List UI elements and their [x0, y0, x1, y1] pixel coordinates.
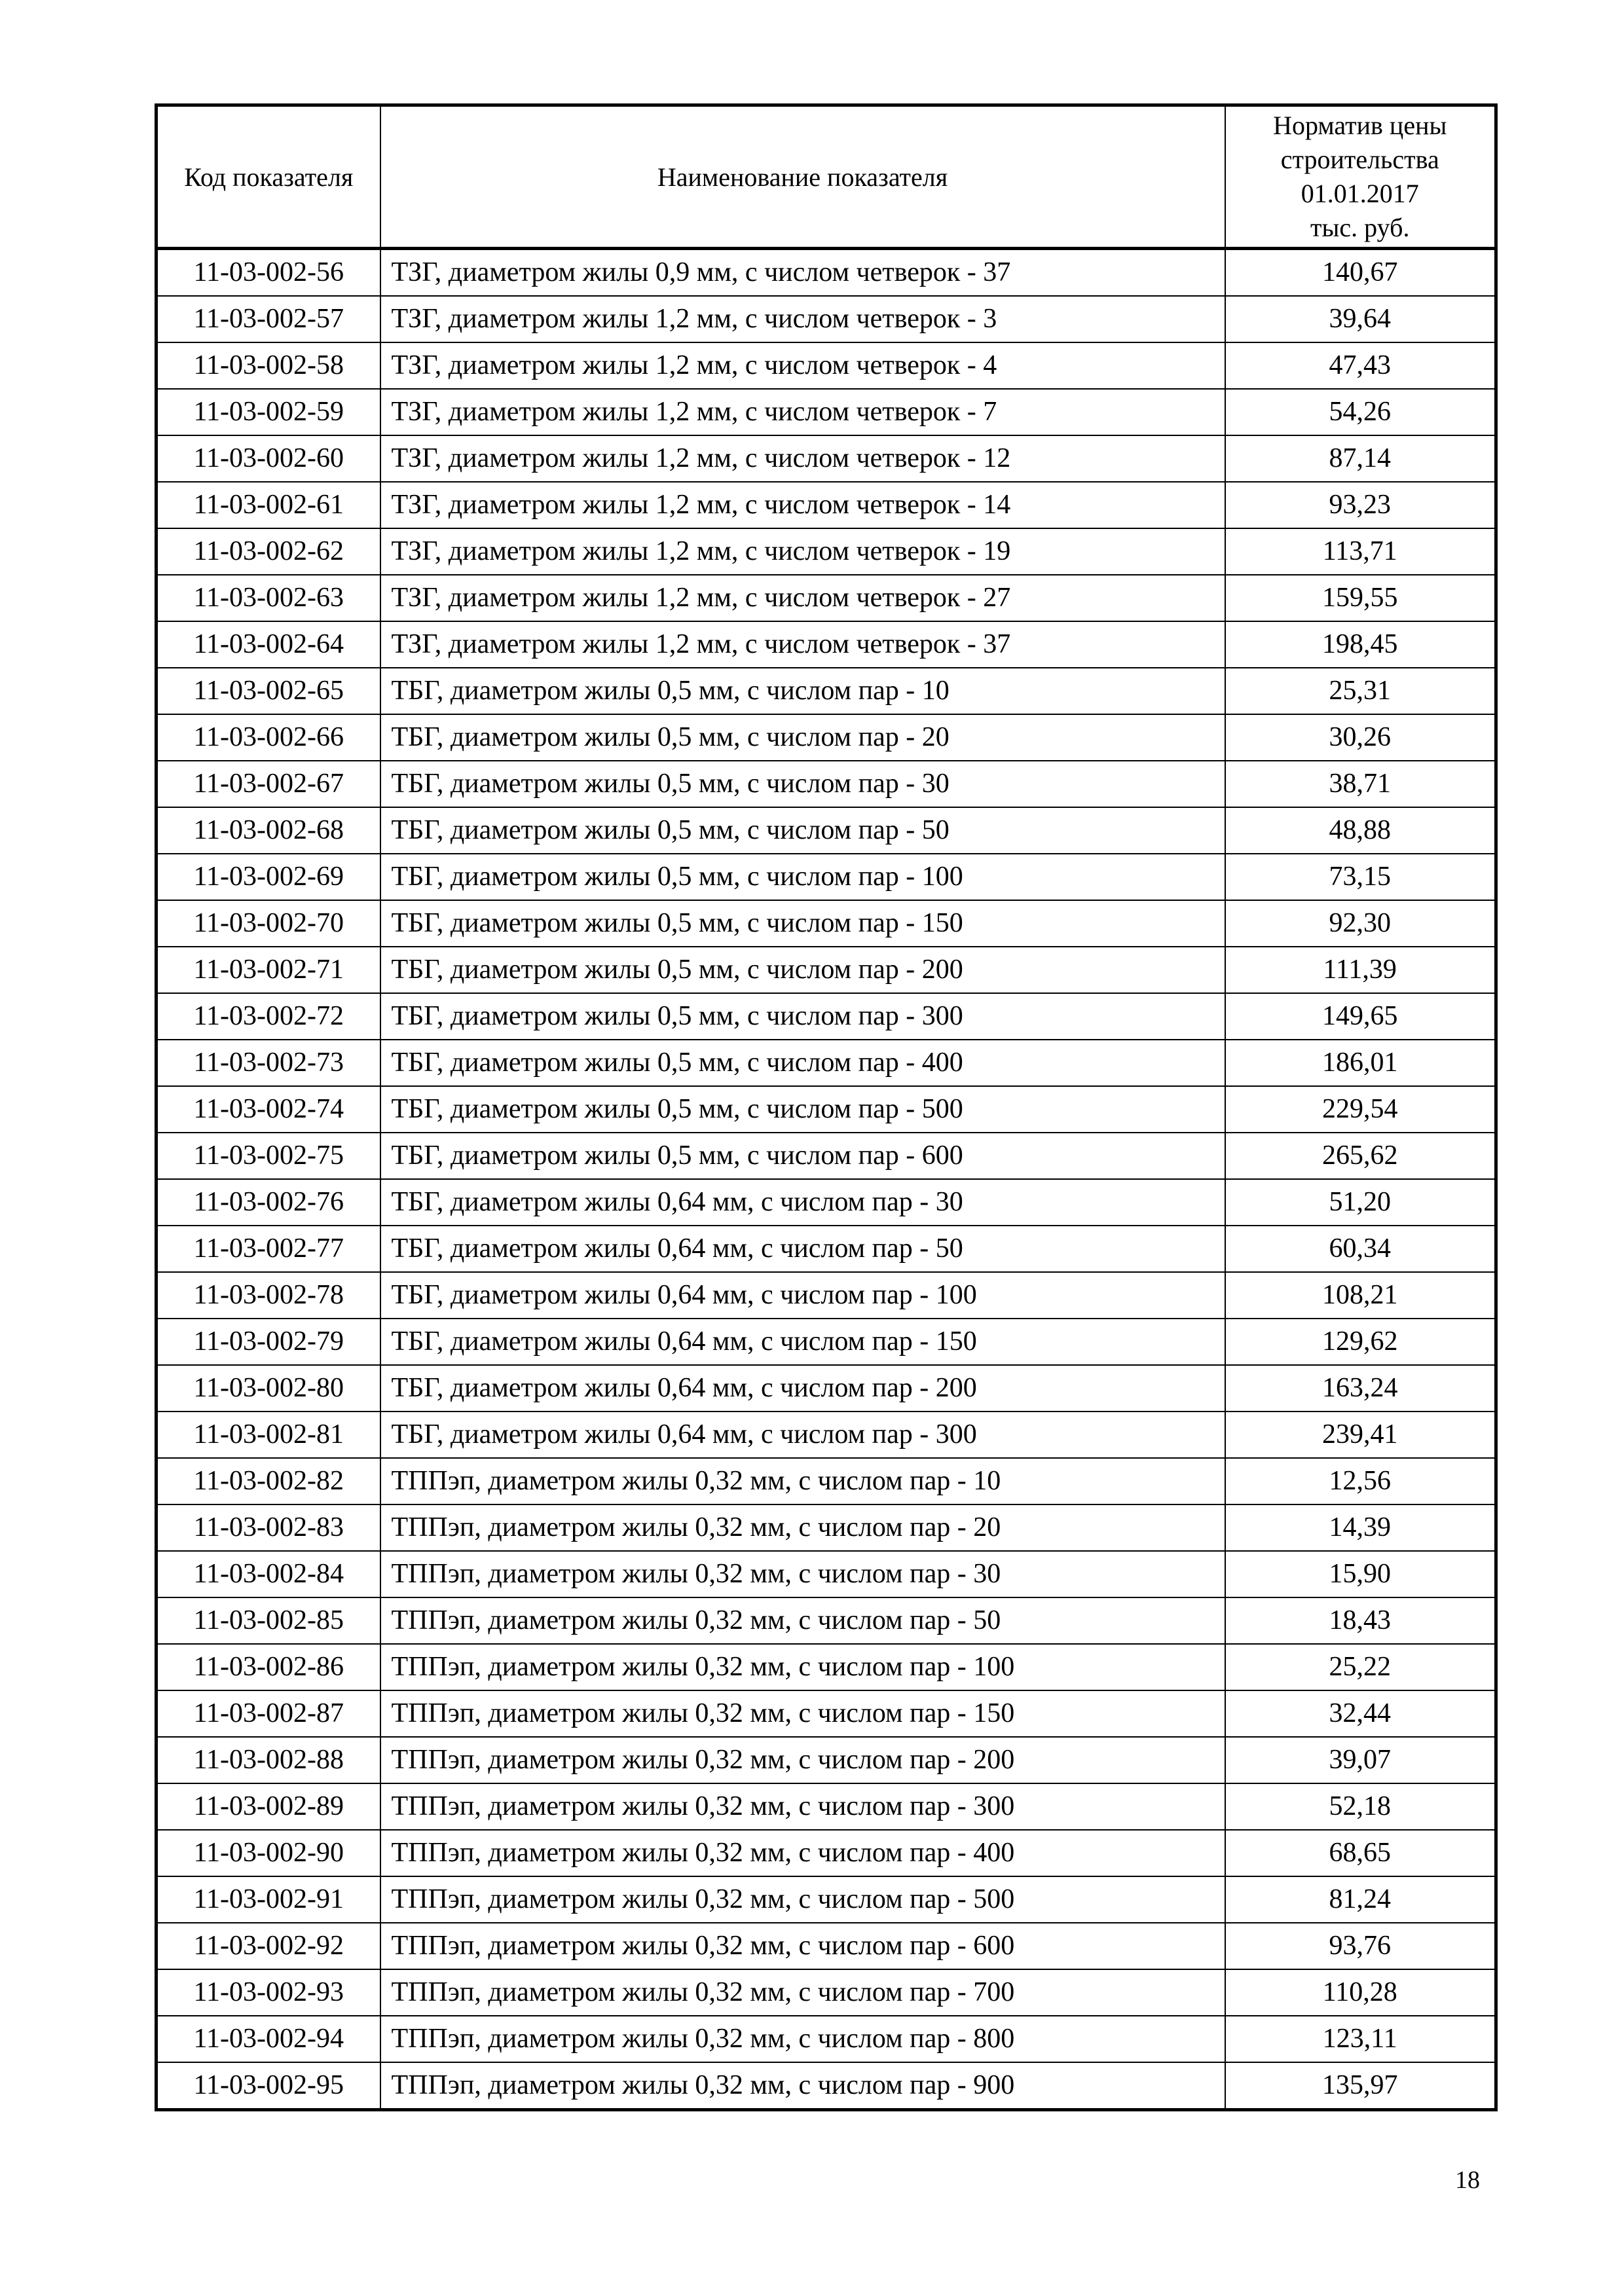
cell-price: 108,21 — [1225, 1272, 1496, 1319]
cell-name: ТБГ, диаметром жилы 0,64 мм, с числом пар - 100 — [380, 1272, 1225, 1319]
cell-name: ТБГ, диаметром жилы 0,5 мм, с числом пар - 20 — [380, 714, 1225, 761]
page-number: 18 — [1455, 2166, 1480, 2194]
table-row — [157, 482, 1496, 528]
cell-code: 11-03-002-89 — [157, 1783, 380, 1830]
cell-name: ТБГ, диаметром жилы 0,5 мм, с числом пар - 200 — [380, 947, 1225, 993]
cell-name: ТЗГ, диаметром жилы 1,2 мм, с числом четверок - 27 — [380, 575, 1225, 621]
cell-name: ТЗГ, диаметром жилы 1,2 мм, с числом четверок - 12 — [380, 435, 1225, 482]
table-body — [157, 249, 1496, 2110]
cell-name: ТППэп, диаметром жилы 0,32 мм, с числом пар - 30 — [380, 1551, 1225, 1597]
cell-code: 11-03-002-79 — [157, 1319, 380, 1365]
cell-code: 11-03-002-85 — [157, 1597, 380, 1644]
cell-price: 39,64 — [1225, 296, 1496, 342]
cell-code: 11-03-002-70 — [157, 900, 380, 947]
cell-price: 129,62 — [1225, 1319, 1496, 1365]
cell-price: 47,43 — [1225, 342, 1496, 389]
table-row — [157, 1319, 1496, 1365]
cell-code: 11-03-002-74 — [157, 1086, 380, 1133]
cell-price: 38,71 — [1225, 761, 1496, 807]
table-row — [157, 1458, 1496, 1504]
table-row — [157, 900, 1496, 947]
table-row — [157, 1923, 1496, 1969]
cell-name: ТППэп, диаметром жилы 0,32 мм, с числом пар - 150 — [380, 1690, 1225, 1737]
cell-code: 11-03-002-71 — [157, 947, 380, 993]
cell-price: 87,14 — [1225, 435, 1496, 482]
cell-price: 54,26 — [1225, 389, 1496, 435]
cell-code: 11-03-002-77 — [157, 1226, 380, 1272]
cell-code: 11-03-002-72 — [157, 993, 380, 1040]
cell-code: 11-03-002-73 — [157, 1040, 380, 1086]
table-row — [157, 249, 1496, 297]
cell-name: ТППэп, диаметром жилы 0,32 мм, с числом пар - 10 — [380, 1458, 1225, 1504]
cell-code: 11-03-002-82 — [157, 1458, 380, 1504]
header-name: Наименование показателя — [380, 105, 1225, 249]
header-price-line: Норматив цены — [1273, 111, 1447, 140]
cell-code: 11-03-002-69 — [157, 854, 380, 900]
table-row — [157, 993, 1496, 1040]
cell-price: 93,76 — [1225, 1923, 1496, 1969]
cell-price: 14,39 — [1225, 1504, 1496, 1551]
cell-price: 239,41 — [1225, 1412, 1496, 1458]
cell-price: 159,55 — [1225, 575, 1496, 621]
cell-name: ТЗГ, диаметром жилы 1,2 мм, с числом четверок - 37 — [380, 621, 1225, 668]
cell-name: ТБГ, диаметром жилы 0,5 мм, с числом пар - 300 — [380, 993, 1225, 1040]
cell-price: 51,20 — [1225, 1179, 1496, 1226]
cell-code: 11-03-002-95 — [157, 2062, 380, 2110]
cell-name: ТППэп, диаметром жилы 0,32 мм, с числом пар - 800 — [380, 2016, 1225, 2062]
cell-name: ТППэп, диаметром жилы 0,32 мм, с числом пар - 500 — [380, 1876, 1225, 1923]
cell-name: ТБГ, диаметром жилы 0,64 мм, с числом пар - 200 — [380, 1365, 1225, 1412]
cell-price: 39,07 — [1225, 1737, 1496, 1783]
cell-code: 11-03-002-67 — [157, 761, 380, 807]
cell-code: 11-03-002-84 — [157, 1551, 380, 1597]
cell-price: 229,54 — [1225, 1086, 1496, 1133]
cell-price: 25,22 — [1225, 1644, 1496, 1690]
cell-code: 11-03-002-68 — [157, 807, 380, 854]
cell-code: 11-03-002-93 — [157, 1969, 380, 2016]
cell-price: 113,71 — [1225, 528, 1496, 575]
table-header-row — [157, 105, 1496, 249]
cell-price: 110,28 — [1225, 1969, 1496, 2016]
header-price-line: тыс. руб. — [1310, 213, 1410, 242]
cell-price: 52,18 — [1225, 1783, 1496, 1830]
table-row — [157, 1830, 1496, 1876]
cell-price: 60,34 — [1225, 1226, 1496, 1272]
cell-code: 11-03-002-57 — [157, 296, 380, 342]
cell-price: 135,97 — [1225, 2062, 1496, 2110]
table-row — [157, 1179, 1496, 1226]
table-row — [157, 1597, 1496, 1644]
table-row — [157, 435, 1496, 482]
cell-code: 11-03-002-59 — [157, 389, 380, 435]
table-row — [157, 1412, 1496, 1458]
price-norm-table — [155, 103, 1498, 2111]
cell-name: ТППэп, диаметром жилы 0,32 мм, с числом пар - 100 — [380, 1644, 1225, 1690]
cell-code: 11-03-002-78 — [157, 1272, 380, 1319]
cell-name: ТБГ, диаметром жилы 0,64 мм, с числом пар - 150 — [380, 1319, 1225, 1365]
table-row — [157, 1876, 1496, 1923]
cell-name: ТБГ, диаметром жилы 0,5 мм, с числом пар - 150 — [380, 900, 1225, 947]
cell-name: ТБГ, диаметром жилы 0,64 мм, с числом пар - 50 — [380, 1226, 1225, 1272]
cell-name: ТБГ, диаметром жилы 0,64 мм, с числом пар - 30 — [380, 1179, 1225, 1226]
cell-code: 11-03-002-63 — [157, 575, 380, 621]
cell-price: 48,88 — [1225, 807, 1496, 854]
cell-name: ТБГ, диаметром жилы 0,64 мм, с числом пар - 300 — [380, 1412, 1225, 1458]
header-code: Код показателя — [157, 105, 380, 249]
cell-price: 92,30 — [1225, 900, 1496, 947]
cell-code: 11-03-002-56 — [157, 249, 380, 297]
cell-code: 11-03-002-94 — [157, 2016, 380, 2062]
cell-code: 11-03-002-81 — [157, 1412, 380, 1458]
cell-code: 11-03-002-86 — [157, 1644, 380, 1690]
cell-price: 93,23 — [1225, 482, 1496, 528]
table-row — [157, 761, 1496, 807]
table-row — [157, 575, 1496, 621]
cell-name: ТБГ, диаметром жилы 0,5 мм, с числом пар - 10 — [380, 668, 1225, 714]
cell-name: ТППэп, диаметром жилы 0,32 мм, с числом пар - 700 — [380, 1969, 1225, 2016]
cell-name: ТЗГ, диаметром жилы 1,2 мм, с числом четверок - 7 — [380, 389, 1225, 435]
cell-code: 11-03-002-61 — [157, 482, 380, 528]
table-row — [157, 1133, 1496, 1179]
table-row — [157, 621, 1496, 668]
cell-name: ТППэп, диаметром жилы 0,32 мм, с числом пар - 600 — [380, 1923, 1225, 1969]
cell-name: ТЗГ, диаметром жилы 0,9 мм, с числом четверок - 37 — [380, 249, 1225, 297]
cell-name: ТППэп, диаметром жилы 0,32 мм, с числом пар - 20 — [380, 1504, 1225, 1551]
table-row — [157, 947, 1496, 993]
cell-price: 149,65 — [1225, 993, 1496, 1040]
cell-price: 163,24 — [1225, 1365, 1496, 1412]
cell-name: ТБГ, диаметром жилы 0,5 мм, с числом пар - 100 — [380, 854, 1225, 900]
header-price-line: 01.01.2017 — [1301, 179, 1419, 208]
table-row — [157, 1969, 1496, 2016]
cell-code: 11-03-002-75 — [157, 1133, 380, 1179]
table-row — [157, 2062, 1496, 2110]
table-row — [157, 342, 1496, 389]
cell-price: 265,62 — [1225, 1133, 1496, 1179]
cell-code: 11-03-002-80 — [157, 1365, 380, 1412]
table-row — [157, 1551, 1496, 1597]
table-row — [157, 854, 1496, 900]
cell-price: 186,01 — [1225, 1040, 1496, 1086]
table-row — [157, 1365, 1496, 1412]
cell-name: ТБГ, диаметром жилы 0,5 мм, с числом пар - 50 — [380, 807, 1225, 854]
cell-code: 11-03-002-64 — [157, 621, 380, 668]
cell-name: ТЗГ, диаметром жилы 1,2 мм, с числом четверок - 19 — [380, 528, 1225, 575]
table-row — [157, 668, 1496, 714]
table-row — [157, 1226, 1496, 1272]
cell-name: ТППэп, диаметром жилы 0,32 мм, с числом пар - 900 — [380, 2062, 1225, 2110]
table-row — [157, 1086, 1496, 1133]
cell-price: 12,56 — [1225, 1458, 1496, 1504]
cell-code: 11-03-002-90 — [157, 1830, 380, 1876]
table-row — [157, 1690, 1496, 1737]
cell-code: 11-03-002-60 — [157, 435, 380, 482]
cell-name: ТБГ, диаметром жилы 0,5 мм, с числом пар - 30 — [380, 761, 1225, 807]
cell-price: 198,45 — [1225, 621, 1496, 668]
cell-name: ТППэп, диаметром жилы 0,32 мм, с числом пар - 400 — [380, 1830, 1225, 1876]
cell-price: 68,65 — [1225, 1830, 1496, 1876]
cell-code: 11-03-002-76 — [157, 1179, 380, 1226]
table-row — [157, 2016, 1496, 2062]
cell-code: 11-03-002-91 — [157, 1876, 380, 1923]
table-row — [157, 807, 1496, 854]
cell-name: ТБГ, диаметром жилы 0,5 мм, с числом пар - 400 — [380, 1040, 1225, 1086]
cell-name: ТЗГ, диаметром жилы 1,2 мм, с числом четверок - 3 — [380, 296, 1225, 342]
header-price — [1225, 105, 1496, 249]
cell-price: 32,44 — [1225, 1690, 1496, 1737]
cell-code: 11-03-002-62 — [157, 528, 380, 575]
cell-name: ТБГ, диаметром жилы 0,5 мм, с числом пар - 600 — [380, 1133, 1225, 1179]
table-row — [157, 1040, 1496, 1086]
cell-price: 140,67 — [1225, 249, 1496, 297]
table-row — [157, 296, 1496, 342]
cell-code: 11-03-002-87 — [157, 1690, 380, 1737]
cell-code: 11-03-002-88 — [157, 1737, 380, 1783]
cell-code: 11-03-002-65 — [157, 668, 380, 714]
table-row — [157, 1783, 1496, 1830]
cell-price: 25,31 — [1225, 668, 1496, 714]
cell-price: 73,15 — [1225, 854, 1496, 900]
header-price-line: строительства — [1280, 145, 1439, 174]
cell-price: 15,90 — [1225, 1551, 1496, 1597]
table-row — [157, 1272, 1496, 1319]
table-row — [157, 1504, 1496, 1551]
cell-name: ТЗГ, диаметром жилы 1,2 мм, с числом четверок - 14 — [380, 482, 1225, 528]
cell-code: 11-03-002-83 — [157, 1504, 380, 1551]
cell-price: 18,43 — [1225, 1597, 1496, 1644]
table-row — [157, 389, 1496, 435]
cell-name: ТППэп, диаметром жилы 0,32 мм, с числом пар - 50 — [380, 1597, 1225, 1644]
cell-code: 11-03-002-58 — [157, 342, 380, 389]
cell-name: ТБГ, диаметром жилы 0,5 мм, с числом пар - 500 — [380, 1086, 1225, 1133]
cell-name: ТППэп, диаметром жилы 0,32 мм, с числом пар - 200 — [380, 1737, 1225, 1783]
table-row — [157, 528, 1496, 575]
cell-price: 81,24 — [1225, 1876, 1496, 1923]
cell-price: 123,11 — [1225, 2016, 1496, 2062]
cell-name: ТППэп, диаметром жилы 0,32 мм, с числом пар - 300 — [380, 1783, 1225, 1830]
cell-price: 30,26 — [1225, 714, 1496, 761]
cell-price: 111,39 — [1225, 947, 1496, 993]
cell-code: 11-03-002-92 — [157, 1923, 380, 1969]
cell-code: 11-03-002-66 — [157, 714, 380, 761]
table-row — [157, 714, 1496, 761]
table-row — [157, 1644, 1496, 1690]
cell-name: ТЗГ, диаметром жилы 1,2 мм, с числом четверок - 4 — [380, 342, 1225, 389]
table-row — [157, 1737, 1496, 1783]
